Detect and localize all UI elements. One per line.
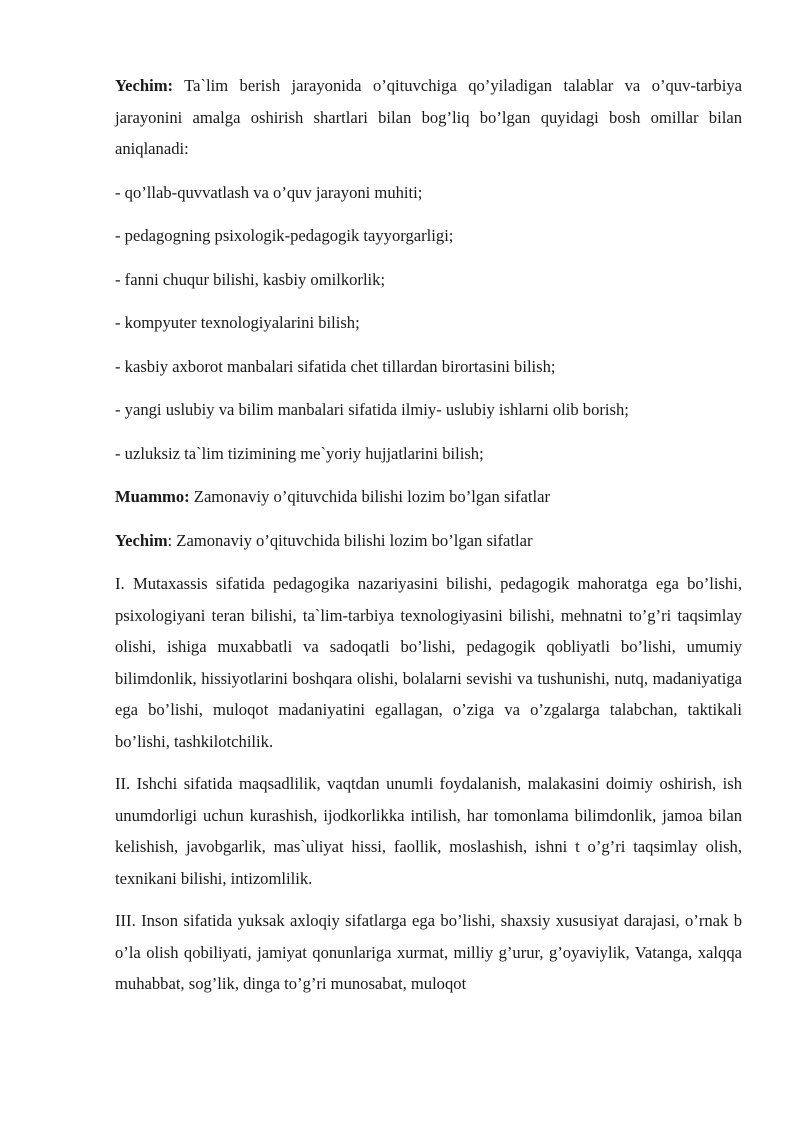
problem-label: Muammo:	[115, 487, 190, 506]
intro-label: Yechim:	[115, 76, 174, 95]
list-item: - kompyuter texnologiyalarini bilish;	[115, 313, 360, 332]
section-paragraph: III. Inson sifatida yuksak axloqiy sifatlarga ega bo’lishi, shaxsiy xususiyat darajasi, o’rnak b o’la olish qobiliyati, jamiyat qonunlariga xurmat, milliy g’urur, g’oyaviylik, Vatanga, xalqqa muhabbat, sog’lik, dinga to’g’ri munosabat, muloqot	[115, 911, 742, 993]
intro-text: Ta`lim berish jarayonida o’qituvchiga qo’yiladigan talablar va o’quv-tarbiya jarayonini amalga oshirish shartlari bilan bog’liq bo’lgan quyidagi bosh omillar bilan aniqlanadi:	[115, 76, 742, 158]
list-item: - fanni chuqur bilishi, kasbiy omilkorlik;	[115, 269, 386, 289]
problem-text: Zamonaviy o’qituvchida bilishi lozim bo’lgan sifatlar	[189, 487, 551, 506]
solution-text: : Zamonaviy o’qituvchida bilishi lozim bo’lgan sifatlar	[167, 530, 533, 550]
solution-paragraph	[115, 525, 742, 557]
section-paragraph: I. Mutaxassis sifatida pedagogika nazariyasini bilishi, pedagogik mahoratga ega bo’lishi, psixologiyani teran bilishi, ta`lim-tarbiya texnologiyasini bilishi, mehnatni to’g’ri taqsimlay olishi, ishiga muxabbatli va sadoqatli bo’lishi, pedagogik qobliyatli bo’lishi, umumiy bilimdonlik, hissiyotlarini boshqara olishi, bolalarni sevishi va tushunishi, nutq, madaniyatiga ega bo’lishi, muloqot madaniyatini egallagan, o’ziga va o’zgalarga talabchan, taktikali bo’lishi, tashkilotchilik.	[115, 574, 742, 751]
list-item: - uzluksiz ta`lim tizimining me`yoriy hujjatlarini bilish;	[115, 443, 484, 463]
list-item: - qo’llab-quvvatlash va o’quv jarayoni muhiti;	[115, 182, 423, 202]
list-item: - yangi uslubiy va bilim manbalari sifatida ilmiy- uslubiy ishlarni olib borish;	[115, 400, 629, 419]
section-paragraph: II. Ishchi sifatida maqsadlilik, vaqtdan unumli foydalanish, malakasini doimiy oshirish, ish unumdorligi uchun kurashish, ijodkorlikka intilish, har tomonlama bilimdonlik, jamoa bilan kelishish, javobgarlik, mas`uliyat hissi, faollik, moslashish, ishni t o’g’ri taqsimlay olish, texnikani bilishi, intizomlilik.	[115, 774, 742, 888]
document-page	[115, 70, 742, 1000]
intro-paragraph	[115, 70, 742, 165]
list-item: - kasbiy axborot manbalari sifatida chet tillardan birortasini bilish;	[115, 356, 556, 376]
solution-label: Yechim	[115, 530, 168, 550]
list-item: - pedagogning psixologik-pedagogik tayyorgarligi;	[115, 226, 454, 245]
problem-paragraph	[115, 481, 742, 513]
